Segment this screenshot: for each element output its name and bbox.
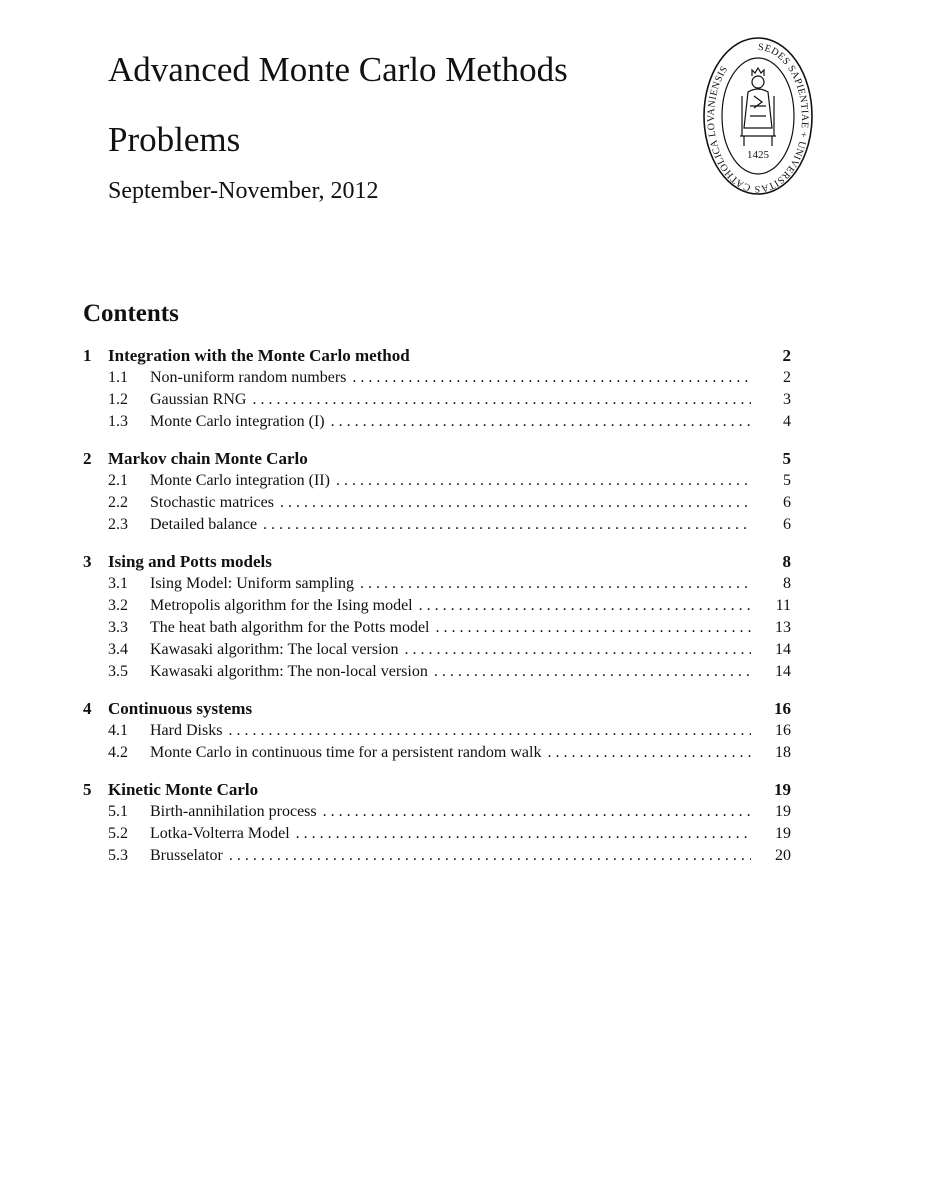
dot-leader [252, 389, 751, 411]
subsection-page: 5 [783, 472, 791, 489]
subsection-number: 1.2 [108, 391, 128, 408]
dot-leader [419, 595, 751, 617]
subsection-page: 11 [775, 597, 791, 614]
dot-leader [296, 823, 751, 845]
subsection-number: 1.1 [108, 369, 128, 386]
toc-subsection-entry[interactable] [83, 617, 791, 639]
dot-leader [228, 720, 751, 742]
subsection-title: Detailed balance [150, 516, 258, 533]
toc-subsection-entry[interactable] [83, 573, 791, 595]
subsection-number: 5.1 [108, 803, 128, 820]
dot-leader [547, 742, 751, 764]
document-subtitle: Problems [108, 120, 241, 159]
subsection-number: 5.3 [108, 847, 128, 864]
subsection-page: 19 [775, 825, 791, 842]
title-block [108, 48, 568, 206]
subsection-title: Monte Carlo integration (I) [150, 413, 325, 430]
subsection-number: 4.1 [108, 722, 128, 739]
subsection-title: Non-uniform random numbers [150, 369, 347, 386]
subsection-page: 3 [783, 391, 791, 408]
dot-leader [263, 514, 751, 536]
section-number: 5 [83, 780, 92, 799]
toc-section [83, 551, 791, 683]
section-page: 5 [782, 449, 791, 468]
dot-leader [331, 411, 751, 433]
subsection-title: Lotka-Volterra Model [150, 825, 290, 842]
subsection-title: Hard Disks [150, 722, 223, 739]
section-page: 19 [774, 780, 791, 799]
section-title: Integration with the Monte Carlo method [108, 346, 410, 365]
university-seal-icon [702, 36, 814, 196]
toc-subsection-entry[interactable] [83, 367, 791, 389]
subsection-title: Monte Carlo integration (II) [150, 472, 330, 489]
subsection-title: The heat bath algorithm for the Potts model [150, 619, 430, 636]
subsection-page: 14 [775, 663, 791, 680]
dot-leader [280, 492, 751, 514]
subsection-title: Stochastic matrices [150, 494, 274, 511]
toc-subsection-entry[interactable] [83, 389, 791, 411]
subsection-title: Metropolis algorithm for the Ising model [150, 597, 413, 614]
toc-section [83, 779, 791, 867]
subsection-page: 20 [775, 847, 791, 864]
subsection-page: 8 [783, 575, 791, 592]
toc-section-entry[interactable] [83, 698, 791, 720]
subsection-number: 1.3 [108, 413, 128, 430]
toc-subsection-entry[interactable] [83, 661, 791, 683]
table-of-contents [83, 345, 791, 882]
subsection-page: 14 [775, 641, 791, 658]
dot-leader [352, 367, 751, 389]
subsection-title: Kawasaki algorithm: The non-local version [150, 663, 428, 680]
toc-subsection-entry[interactable] [83, 595, 791, 617]
toc-section [83, 345, 791, 433]
toc-subsection-entry[interactable] [83, 720, 791, 742]
section-title: Kinetic Monte Carlo [108, 780, 259, 799]
subsection-number: 4.2 [108, 744, 128, 761]
subsection-page: 6 [783, 516, 791, 533]
section-page: 16 [774, 699, 791, 718]
subsection-number: 3.1 [108, 575, 128, 592]
subsection-page: 6 [783, 494, 791, 511]
dot-leader [434, 661, 751, 683]
section-page: 2 [782, 346, 791, 365]
subsection-title: Brusselator [150, 847, 223, 864]
section-number: 1 [83, 346, 92, 365]
section-page: 8 [782, 552, 791, 571]
section-number: 2 [83, 449, 92, 468]
subsection-title: Birth-annihilation process [150, 803, 317, 820]
subsection-title: Ising Model: Uniform sampling [150, 575, 354, 592]
subsection-number: 3.2 [108, 597, 128, 614]
dot-leader [436, 617, 752, 639]
section-title: Markov chain Monte Carlo [108, 449, 308, 468]
subsection-number: 2.1 [108, 472, 128, 489]
toc-subsection-entry[interactable] [83, 470, 791, 492]
toc-section-entry[interactable] [83, 345, 791, 367]
toc-section-entry[interactable] [83, 551, 791, 573]
contents-heading: Contents [83, 300, 179, 327]
toc-subsection-entry[interactable] [83, 742, 791, 764]
subsection-page: 18 [775, 744, 791, 761]
toc-subsection-entry[interactable] [83, 492, 791, 514]
subsection-title: Gaussian RNG [150, 391, 247, 408]
toc-section [83, 698, 791, 764]
subsection-number: 5.2 [108, 825, 128, 842]
dot-leader [336, 470, 751, 492]
subsection-page: 2 [783, 369, 791, 386]
section-title: Ising and Potts models [108, 552, 272, 571]
subsection-number: 3.4 [108, 641, 128, 658]
document-date: September-November, 2012 [108, 178, 379, 204]
seal-legend: SEDES SAPIENTIAE + UNIVERSITAS CATHOLICA LOVANIENSIS [705, 41, 810, 195]
toc-subsection-entry[interactable] [83, 411, 791, 433]
subsection-title: Monte Carlo in continuous time for a persistent random walk [150, 744, 542, 761]
toc-section [83, 448, 791, 536]
subsection-page: 13 [775, 619, 791, 636]
section-number: 4 [83, 699, 92, 718]
toc-section-entry[interactable] [83, 448, 791, 470]
subsection-number: 3.3 [108, 619, 128, 636]
document-title: Advanced Monte Carlo Methods [108, 50, 568, 89]
dot-leader [405, 639, 751, 661]
dot-leader [360, 573, 751, 595]
subsection-page: 19 [775, 803, 791, 820]
toc-subsection-entry[interactable] [83, 514, 791, 536]
subsection-page: 16 [775, 722, 791, 739]
subsection-page: 4 [783, 413, 791, 430]
subsection-number: 2.3 [108, 516, 128, 533]
seal-year: 1425 [747, 149, 769, 161]
dot-leader [323, 801, 751, 823]
toc-section-entry[interactable] [83, 779, 791, 801]
toc-subsection-entry[interactable] [83, 823, 791, 845]
toc-subsection-entry[interactable] [83, 845, 791, 867]
section-number: 3 [83, 552, 92, 571]
dot-leader [229, 845, 751, 867]
toc-subsection-entry[interactable] [83, 639, 791, 661]
section-title: Continuous systems [108, 699, 253, 718]
subsection-number: 2.2 [108, 494, 128, 511]
subsection-number: 3.5 [108, 663, 128, 680]
toc-subsection-entry[interactable] [83, 801, 791, 823]
subsection-title: Kawasaki algorithm: The local version [150, 641, 399, 658]
